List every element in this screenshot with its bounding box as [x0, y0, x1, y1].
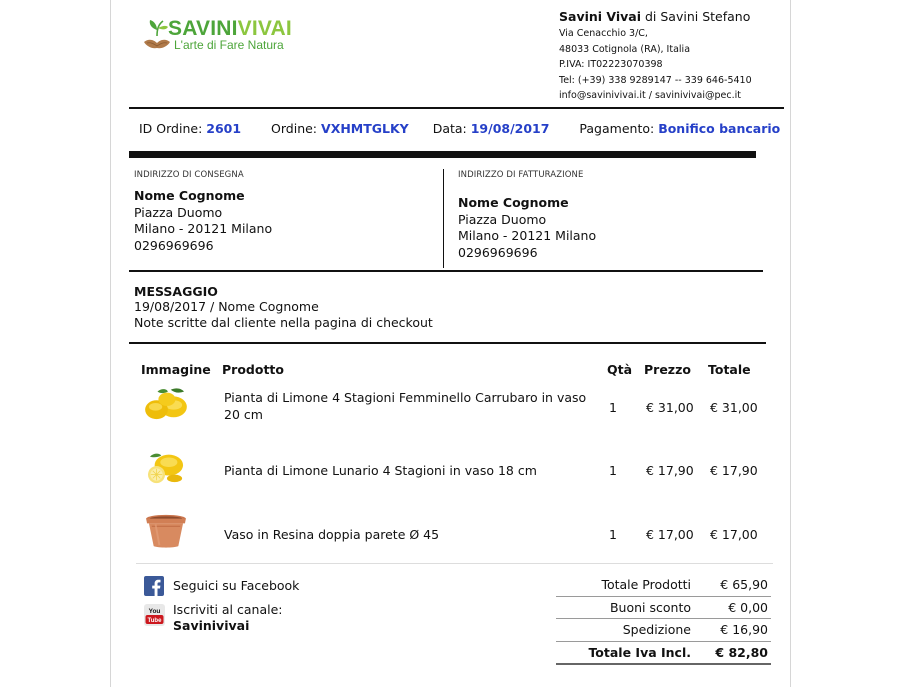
product-image-lemons	[141, 386, 191, 422]
shipping-phone: 0296969696	[134, 237, 214, 253]
company-address: Via Cenacchio 3/C,	[559, 28, 648, 39]
billing-city: Milano - 20121 Milano	[458, 228, 597, 243]
product-name: Vaso in Resina doppia parete Ø 45	[224, 527, 440, 542]
youtube-channel-name: Savinivivai	[173, 618, 250, 633]
table-row	[111, 386, 790, 436]
grand-total-row	[556, 642, 771, 666]
totals-label: Totale Prodotti	[601, 577, 691, 592]
grand-total-value: € 82,80	[715, 644, 768, 660]
product-name: Pianta di Limone 4 Stagioni Femminello Carrubaro in vaso	[224, 390, 587, 405]
shipping-name: Nome Cognome	[134, 188, 245, 203]
totals-value: € 0,00	[728, 599, 768, 615]
col-header-price: Prezzo	[644, 362, 691, 377]
billing-address-label: INDIRIZZO DI FATTURAZIONE	[458, 170, 584, 180]
order-id-value: 2601	[206, 121, 242, 136]
row-total: € 17,90	[710, 463, 758, 478]
product-image-lemon-cut	[141, 449, 191, 485]
customer-message	[134, 284, 734, 331]
company-info	[559, 8, 784, 104]
row-price: € 17,90	[646, 463, 694, 478]
youtube-label: Iscriviti al canale:	[173, 602, 283, 617]
order-id-label: ID Ordine:	[139, 121, 203, 136]
product-name-cont: 20 cm	[224, 406, 263, 422]
facebook-label: Seguici su Facebook	[173, 578, 300, 593]
product-name: Pianta di Limone Lunario 4 Stagioni in vaso 18 cm	[224, 463, 537, 478]
totals-row	[556, 619, 771, 642]
message-line-1: 19/08/2017 / Nome Cognome	[134, 299, 319, 314]
product-image-terracotta-pot	[141, 513, 191, 549]
totals-label: Spedizione	[622, 622, 691, 637]
row-price: € 17,00	[646, 527, 694, 542]
shipping-street: Piazza Duomo	[134, 204, 223, 220]
col-header-qty: Qtà	[607, 362, 633, 377]
company-phone: Tel: (+39) 338 9289147 -- 339 646-5410	[559, 74, 752, 86]
brand-logo	[141, 16, 291, 56]
table-row	[111, 513, 790, 563]
row-total: € 31,00	[710, 400, 758, 415]
svg-text:Tube: Tube	[147, 618, 162, 624]
brand-name: SAVINIVIVAI	[168, 17, 292, 40]
table-bottom-divider	[136, 563, 773, 564]
shipping-city: Milano - 20121 Milano	[134, 221, 273, 236]
grand-total-label: Totale Iva Incl.	[588, 644, 691, 660]
billing-phone: 0296969696	[458, 244, 538, 260]
youtube-icon	[144, 604, 165, 626]
invoice-page	[110, 0, 791, 687]
header-divider	[129, 107, 784, 109]
company-name: Savini Vivai di Savini Stefano	[559, 9, 751, 24]
address-divider	[129, 270, 763, 272]
youtube-badge-text: You	[148, 608, 161, 615]
billing-address	[458, 170, 758, 261]
order-date-label: Data:	[432, 121, 467, 136]
message-divider	[129, 342, 766, 344]
totals-label: Buoni sconto	[609, 599, 691, 615]
order-code-value: VXHMTGLKY	[321, 121, 409, 136]
message-line-2: Note scritte dal cliente nella pagina di checkout	[134, 315, 433, 330]
col-header-image: Immagine	[141, 362, 211, 377]
youtube-link[interactable]	[144, 604, 324, 638]
billing-street: Piazza Duomo	[458, 211, 547, 227]
payment-value: Bonifico bancario	[658, 121, 781, 136]
col-header-total: Totale	[708, 362, 751, 377]
totals-value: € 16,90	[720, 622, 768, 637]
col-header-product: Prodotto	[222, 362, 284, 377]
shipping-address	[134, 170, 424, 254]
totals-value: € 65,90	[720, 577, 768, 592]
brand-tagline: L'arte di Fare Natura	[174, 38, 284, 52]
address-column-divider	[443, 169, 444, 268]
order-date-value: 19/08/2017	[470, 121, 550, 136]
order-bar-divider	[129, 151, 756, 158]
company-email: info@savinivivai.it / savinivivai@pec.it	[559, 90, 741, 101]
row-qty: 1	[609, 527, 617, 542]
order-summary-bar	[139, 121, 780, 136]
row-total: € 17,00	[710, 527, 758, 542]
order-totals	[556, 574, 771, 665]
company-vat: P.IVA: IT02223070398	[559, 59, 663, 70]
row-qty: 1	[609, 400, 617, 415]
billing-name: Nome Cognome	[458, 195, 569, 210]
facebook-icon	[144, 576, 164, 596]
totals-row	[556, 597, 771, 620]
payment-label: Pagamento:	[579, 121, 655, 136]
order-code-label: Ordine:	[271, 121, 318, 136]
company-city: 48033 Cotignola (RA), Italia	[559, 43, 691, 55]
message-title: MESSAGGIO	[134, 284, 218, 299]
table-row	[111, 449, 790, 499]
facebook-link[interactable]	[144, 576, 314, 598]
shipping-address-label: INDIRIZZO DI CONSEGNA	[134, 170, 244, 180]
row-price: € 31,00	[646, 400, 694, 415]
totals-row	[556, 574, 771, 597]
row-qty: 1	[609, 463, 617, 478]
